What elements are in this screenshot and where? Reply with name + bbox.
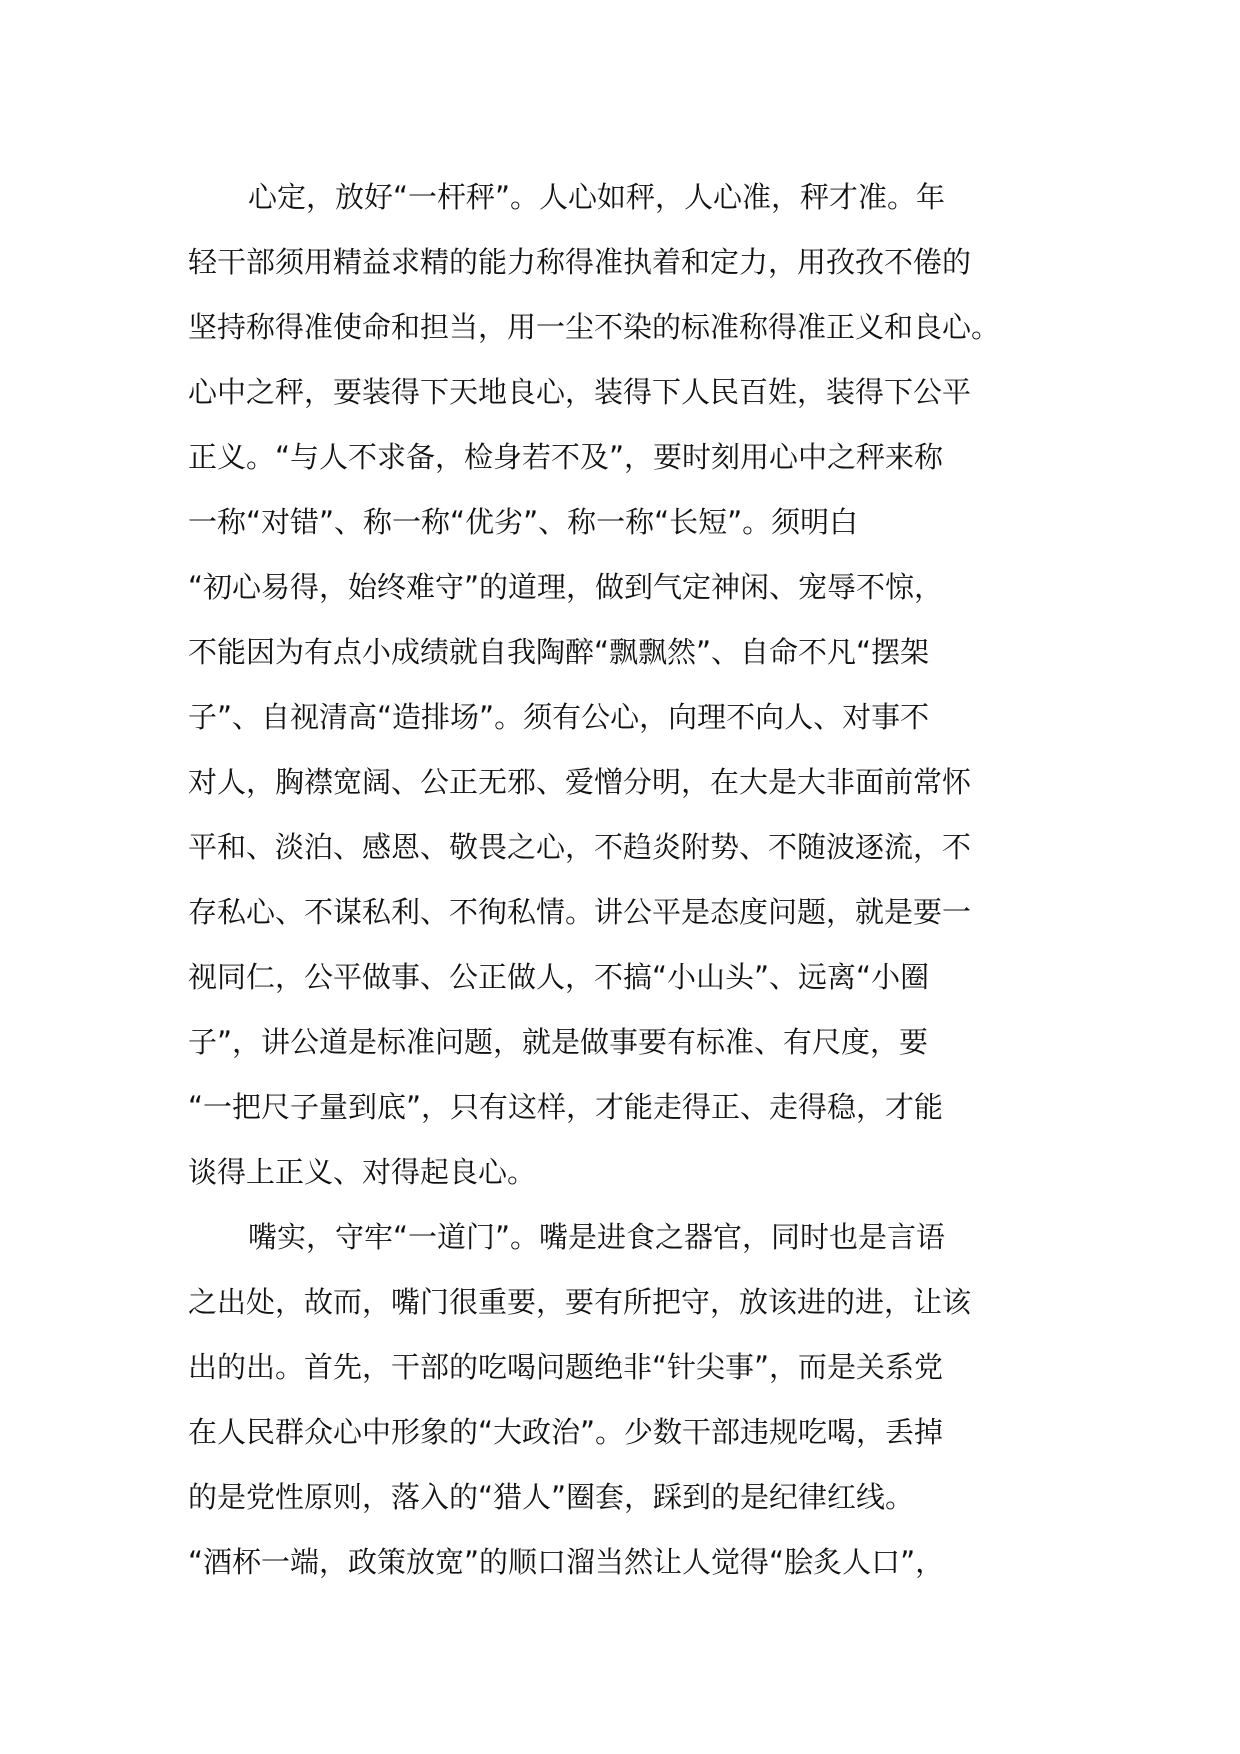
text-line: 子”、自视清高“造排场”。须有公心，向理不向人、对事不 (188, 700, 930, 734)
paragraph-1 (188, 165, 1068, 1205)
text-line: 不能因为有点小成绩就自我陶醉“飘飘然”、自命不凡“摆架 (188, 635, 930, 669)
text-line: 坚持称得准使命和担当，用一尘不染的标准称得准正义和良心。 (188, 310, 1001, 344)
text-line: 存私心、不谋私利、不徇私情。讲公平是态度问题，就是要一 (188, 895, 972, 929)
text-line: 心定，放好“一杆秤”。人心如秤，人心准，秤才准。年 (248, 180, 946, 214)
text-line: 之出处，故而，嘴门很重要，要有所把守，放该进的进，让该 (188, 1285, 972, 1319)
text-line: 心中之秤，要装得下天地良心，装得下人民百姓，装得下公平 (188, 375, 972, 409)
document-body (188, 165, 1068, 1595)
text-line: 谈得上正义、对得起良心。 (188, 1155, 537, 1189)
text-line: 正义。“与人不求备，检身若不及”，要时刻用心中之秤来称 (188, 440, 944, 474)
text-line: “一把尺子量到底”，只有这样，才能走得正、走得稳，才能 (188, 1090, 944, 1124)
text-line: 对人，胸襟宽阔、公正无邪、爱憎分明，在大是大非面前常怀 (188, 765, 972, 799)
text-line: 出的出。首先，干部的吃喝问题绝非“针尖事”，而是关系党 (188, 1350, 944, 1384)
text-line: 子”，讲公道是标准问题，就是做事要有标准、有尺度，要 (188, 1025, 929, 1059)
text-line: 一称“对错”、称一称“优劣”、称一称“长短”。须明白 (188, 505, 859, 539)
text-line: 轻干部须用精益求精的能力称得准执着和定力，用孜孜不倦的 (188, 245, 972, 279)
text-line: 在人民群众心中形象的“大政治”。少数干部违规吃喝，丢掉 (188, 1415, 944, 1449)
text-line: 嘴实，守牢“一道门”。嘴是进食之器官，同时也是言语 (248, 1220, 946, 1254)
text-line: 视同仁，公平做事、公正做人，不搞“小山头”、远离“小圈 (188, 960, 930, 994)
text-line: “酒杯一端，政策放宽”的顺口溜当然让人觉得“脍炙人口”， (188, 1545, 945, 1579)
text-line: “初心易得，始终难守”的道理，做到气定神闲、宠辱不惊， (188, 570, 944, 604)
text-line: 平和、淡泊、感恩、敬畏之心，不趋炎附势、不随波逐流，不 (188, 830, 972, 864)
text-line: 的是党性原则，落入的“猎人”圈套，踩到的是纪律红线。 (188, 1480, 915, 1514)
paragraph-2 (188, 1205, 1068, 1595)
